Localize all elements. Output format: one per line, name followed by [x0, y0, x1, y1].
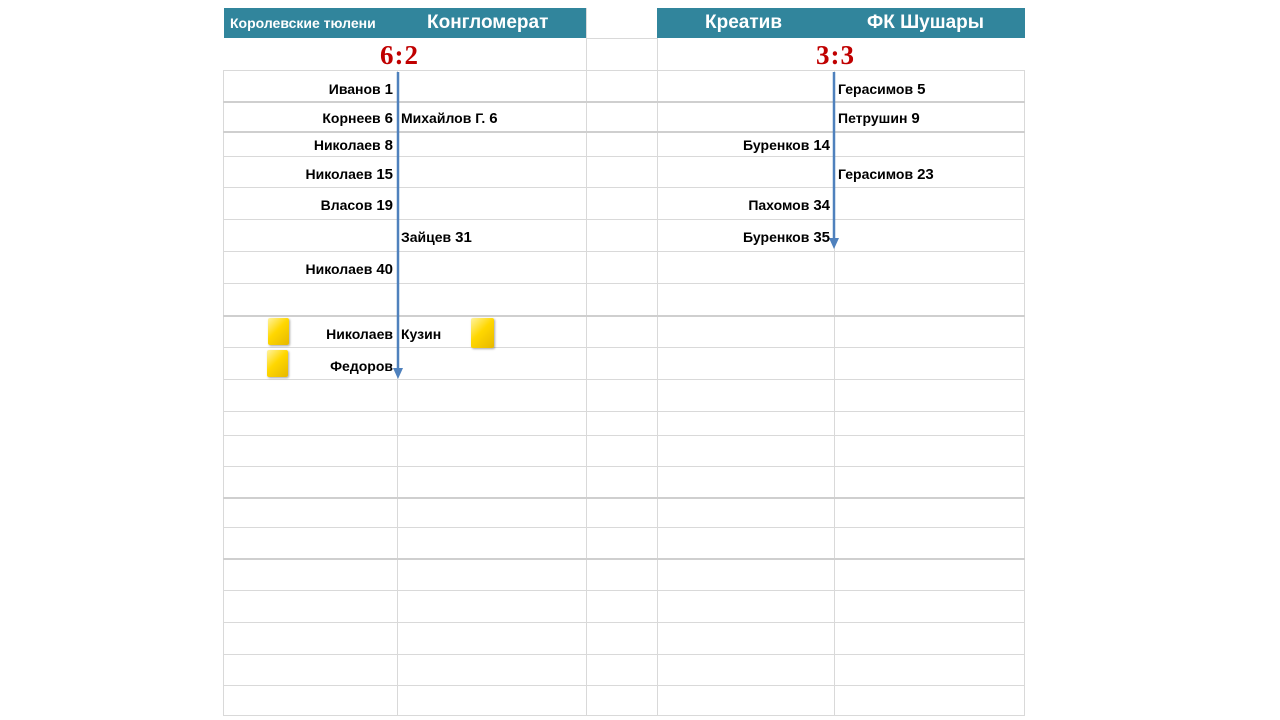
goal-minute: 34	[813, 197, 830, 214]
left-away-team: Конгломерат	[427, 12, 549, 33]
grid-row-line	[223, 685, 1025, 686]
grid-row-line	[223, 156, 1025, 157]
yellow-card-icon	[268, 318, 289, 345]
scorer-name: Петрушин	[838, 110, 908, 126]
yellow-card-icon	[471, 318, 494, 348]
left-away-card-player: Кузин	[401, 326, 442, 342]
grid-row-line	[223, 219, 1025, 220]
goal-minute: 31	[455, 229, 472, 246]
goal-minute: 23	[917, 166, 934, 183]
scorer-name: Зайцев	[401, 229, 452, 245]
grid-row-line	[223, 101, 1025, 103]
goal-minute: 8	[384, 137, 393, 154]
scorer-name: Николаев	[305, 261, 373, 277]
yellow-card-icon	[267, 350, 288, 377]
grid-row-line	[223, 497, 1025, 499]
left-match-header	[224, 8, 586, 38]
goal-minute: 14	[813, 137, 830, 154]
grid-row-line	[223, 435, 1025, 436]
goal-minute: 9	[911, 110, 920, 127]
goal-minute: 19	[376, 197, 393, 214]
right-match-header	[657, 8, 1025, 38]
grid-row-line	[223, 654, 1025, 655]
left-home-card-player: Николаев	[326, 326, 393, 342]
grid-col-line	[1024, 70, 1025, 716]
right-away-goal	[838, 164, 934, 185]
grid-row-line	[223, 622, 1025, 623]
grid-row-line	[223, 466, 1025, 467]
grid-row-line	[223, 283, 1025, 284]
goal-minute: 15	[376, 166, 393, 183]
grid-row-line	[223, 590, 1025, 591]
goal-minute: 6	[489, 110, 498, 127]
right-away-team: ФК Шушары	[867, 12, 984, 33]
left-home-team: Королевские тюлени	[230, 15, 376, 31]
left-away-goal	[401, 108, 498, 129]
goal-minute: 35	[813, 229, 830, 246]
grid-row-line	[223, 131, 1025, 133]
grid-row-line	[223, 411, 1025, 412]
grid-row-line	[223, 347, 1025, 348]
right-score: 3:3	[816, 40, 855, 70]
scorer-name: Герасимов	[838, 166, 914, 182]
scorer-name: Николаев	[313, 137, 381, 153]
grid-row-line	[223, 70, 1025, 71]
grid-row-line	[223, 251, 1025, 252]
right-home-team: Креатив	[705, 12, 783, 33]
scorer-name: Герасимов	[838, 81, 914, 97]
grid-row-line	[223, 715, 1025, 716]
scorer-name: Буренков	[743, 229, 810, 245]
left-score: 6:2	[380, 40, 419, 70]
grid-row-line	[223, 558, 1025, 560]
scorer-name: Власов	[320, 197, 373, 213]
goal-minute: 5	[917, 81, 926, 98]
grid-row-line	[223, 187, 1025, 188]
grid-row-line	[223, 379, 1025, 380]
right-home-goal	[743, 227, 830, 248]
scorer-name: Буренков	[743, 137, 810, 153]
scorer-name: Иванов	[328, 81, 381, 97]
left-home-card-player: Федоров	[330, 358, 393, 374]
left-home-goal	[321, 195, 393, 216]
left-away-goal	[401, 227, 472, 248]
left-home-goal	[314, 135, 393, 156]
scorer-name: Николаев	[305, 166, 373, 182]
right-home-goal	[743, 135, 830, 156]
grid-row-line	[223, 315, 1025, 317]
grid-col-line	[586, 8, 587, 716]
goal-minute: 1	[384, 81, 393, 98]
right-away-goal	[838, 108, 920, 129]
grid-row-line	[586, 38, 657, 39]
left-home-goal	[305, 259, 393, 280]
goal-minute: 40	[376, 261, 393, 278]
scorer-name: Михайлов Г.	[401, 110, 486, 126]
scorer-name: Корнеев	[322, 110, 381, 126]
grid-row-line	[223, 527, 1025, 528]
right-away-goal	[838, 79, 925, 100]
left-home-goal	[329, 79, 393, 100]
left-home-goal	[305, 164, 393, 185]
right-home-goal	[748, 195, 830, 216]
grid-col-line	[223, 70, 224, 716]
scorer-name: Пахомов	[748, 197, 810, 213]
grid-col-line	[657, 38, 658, 716]
goal-minute: 6	[384, 110, 393, 127]
left-home-goal	[322, 108, 393, 129]
